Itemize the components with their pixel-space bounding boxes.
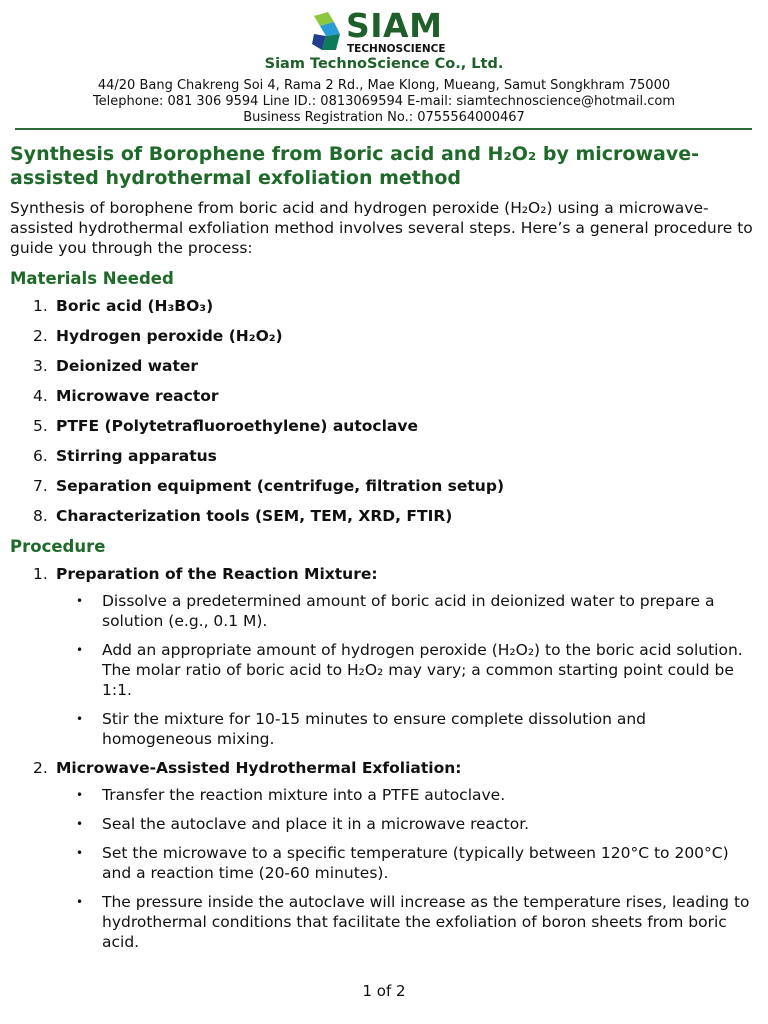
list-item <box>10 296 760 316</box>
company-logo <box>310 6 460 56</box>
bullet-icon: • <box>76 788 84 802</box>
step-title: Microwave-Assisted Hydrothermal Exfoliation: <box>56 759 462 777</box>
bullet-icon: • <box>76 846 84 860</box>
material-label: Stirring apparatus <box>56 447 217 465</box>
step-bullets <box>56 591 760 749</box>
bullet-item <box>56 640 760 700</box>
bullet-icon: • <box>76 817 84 831</box>
bullet-text: The pressure inside the autoclave will increase as the temperature rises, leading to hydrothermal conditions that facilitate the exfoliation of boron sheets from boric acid. <box>102 893 750 951</box>
logo-mark-icon <box>310 12 344 54</box>
logo-wordmark: SIAM <box>346 6 443 45</box>
list-number: 5. <box>33 417 48 435</box>
list-item <box>10 446 760 466</box>
list-number: 4. <box>33 387 48 405</box>
material-label: Hydrogen peroxide (H₂O₂) <box>56 327 283 345</box>
step-title: Preparation of the Reaction Mixture: <box>56 565 378 583</box>
list-item <box>10 506 760 526</box>
letterhead <box>0 0 768 130</box>
bullet-text: Transfer the reaction mixture into a PTFE autoclave. <box>102 786 506 804</box>
bullet-item <box>56 785 760 805</box>
material-label: PTFE (Polytetrafluoroethylene) autoclave <box>56 417 418 435</box>
bullet-icon: • <box>76 712 84 726</box>
bullet-item <box>56 591 760 631</box>
bullet-text: Add an appropriate amount of hydrogen peroxide (H₂O₂) to the boric acid solution. The molar ratio of boric acid to H₂O₂ may vary; a common starting point could be 1:1. <box>102 641 743 699</box>
bullet-item <box>56 892 760 952</box>
logo-subtitle: TECHNOSCIENCE <box>347 43 446 55</box>
bullet-text: Seal the autoclave and place it in a microwave reactor. <box>102 815 530 833</box>
list-item <box>10 326 760 346</box>
document-body <box>10 142 760 961</box>
bullet-icon: • <box>76 643 84 657</box>
procedure-steps <box>10 564 760 952</box>
list-number: 3. <box>33 357 48 375</box>
list-number: 6. <box>33 447 48 465</box>
list-item <box>10 416 760 436</box>
list-number: 7. <box>33 477 48 495</box>
list-number: 1. <box>33 297 48 315</box>
company-name: Siam TechnoScience Co., Ltd. <box>264 56 504 72</box>
list-number: 2. <box>33 759 48 777</box>
bullet-icon: • <box>76 594 84 608</box>
business-registration: Business Registration No.: 0755564000467 <box>243 110 525 125</box>
page-number: 1 of 2 <box>362 982 406 1000</box>
procedure-step <box>10 564 760 749</box>
bullet-text: Stir the mixture for 10-15 minutes to ensure complete dissolution and homogeneous mixing. <box>102 710 646 748</box>
materials-list <box>10 296 760 526</box>
header-divider <box>15 128 752 130</box>
material-label: Boric acid (H₃BO₃) <box>56 297 214 315</box>
list-number: 8. <box>33 507 48 525</box>
step-bullets <box>56 785 760 952</box>
bullet-icon: • <box>76 895 84 909</box>
procedure-heading: Procedure <box>10 537 106 556</box>
list-item <box>10 386 760 406</box>
bullet-item <box>56 814 760 834</box>
list-item <box>10 476 760 496</box>
list-number: 1. <box>33 565 48 583</box>
intro-paragraph: Synthesis of borophene from boric acid and hydrogen peroxide (H₂O₂) using a microwave-assisted hydrothermal exfoliation method involves several steps. Here’s a general procedure to guide you through the process: <box>10 199 753 257</box>
material-label: Characterization tools (SEM, TEM, XRD, FTIR) <box>56 507 453 525</box>
material-label: Microwave reactor <box>56 387 219 405</box>
bullet-item <box>56 709 760 749</box>
list-item <box>10 356 760 376</box>
bullet-item <box>56 843 760 883</box>
company-address: 44/20 Bang Chakreng Soi 4, Rama 2 Rd., Mae Klong, Mueang, Samut Songkhram 75000 <box>97 78 671 93</box>
material-label: Deionized water <box>56 357 199 375</box>
bullet-text: Set the microwave to a specific temperature (typically between 120°C to 200°C) and a reaction time (20-60 minutes). <box>102 844 729 882</box>
material-label: Separation equipment (centrifuge, filtration setup) <box>56 477 505 495</box>
list-number: 2. <box>33 327 48 345</box>
document-title: Synthesis of Borophene from Boric acid and H₂O₂ by microwave-assisted hydrothermal exfoliation method <box>10 143 699 189</box>
bullet-text: Dissolve a predetermined amount of boric acid in deionized water to prepare a solution (e.g., 0.1 M). <box>102 592 715 630</box>
materials-heading: Materials Needed <box>10 269 174 288</box>
procedure-step <box>10 758 760 952</box>
company-contact: Telephone: 081 306 9594 Line ID.: 0813069594 E-mail: siamtechnoscience@hotmail.com <box>92 94 676 109</box>
